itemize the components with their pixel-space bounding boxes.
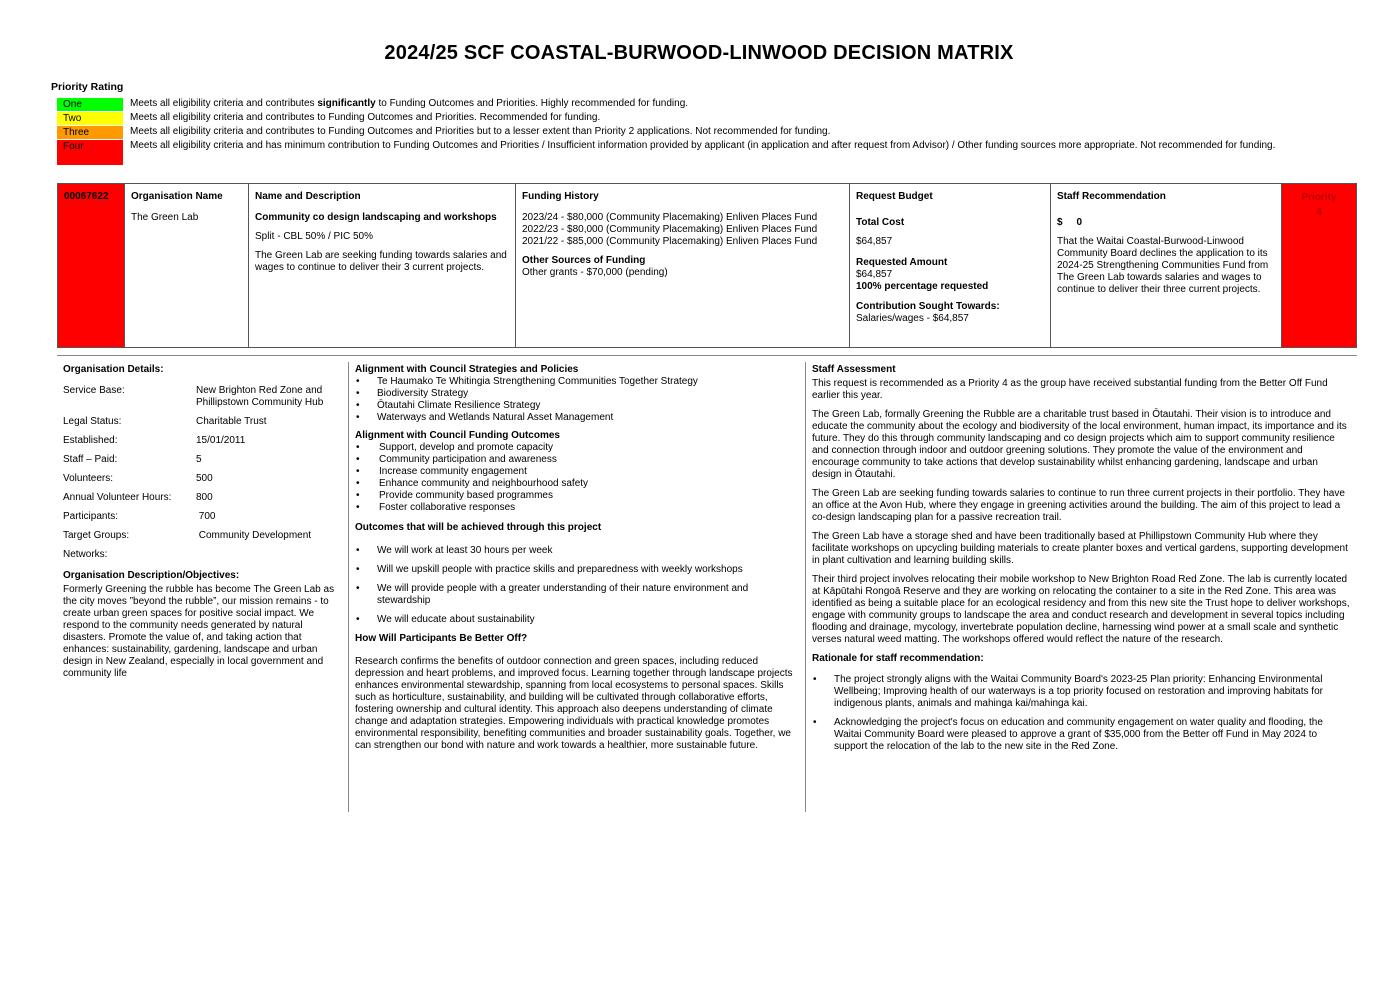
detail-row [63, 549, 342, 561]
rationale-heading: Rationale for staff recommendation: [812, 653, 984, 664]
organisation-details-heading: Organisation Details: [63, 364, 164, 375]
assessment-paragraph: This request is recommended as a Priority 4 as the group have received substantial funding from the Better Off Fund earlier this year. [812, 378, 1328, 401]
better-off-heading: How Will Participants Be Better Off? [355, 633, 528, 644]
detail-row [63, 530, 342, 542]
alignment-column [348, 362, 806, 812]
list-item: • Te Haumako Te Whitingia Strengthening Communities Together Strategy [355, 376, 799, 388]
list-item: • The project strongly aligns with the Waitai Community Board's 2023-25 Plan priority: Enhancing Environmental Wellbeing; Improving health of our waterways is a top priority focused on restoration and improving habitats for indigenous plants, animals and mahinga kai/mahinga kai. [812, 674, 1350, 710]
priority-badge-three: Three [57, 125, 123, 139]
project-outcomes-heading: Outcomes that will be achieved through this project [355, 522, 602, 533]
application-summary-table [57, 183, 1357, 348]
detail-value: New Brighton Red Zone and Phillipstown Community Hub [196, 385, 324, 408]
total-cost-label: Total Cost [856, 217, 905, 228]
assessment-paragraph: The Green Lab, formally Greening the Rubble are a charitable trust based in Ōtautahi. Their vision is to introduce and educate the community about the ecology and biodiversity of the local environment, human impact, its importance and its future. They do this through community landscaping and co design projects which aim to support community resilience and connection through indoor and outdoor greening solutions. They promote the value of the environment and encourage community to take actions that develop sustainability whilst enhancing gardening, landscape and urban design in Ōtautahi. [812, 409, 1347, 480]
detail-row [63, 435, 342, 447]
priority-rating-heading: Priority Rating [51, 81, 124, 93]
project-title: Community co design landscaping and workshops [255, 212, 497, 223]
list-item: • We will educate about sustainability [355, 614, 799, 626]
detail-value: 700 [196, 511, 216, 522]
list-item: • Will we upskill people with practice skills and preparedness with weekly workshops [355, 564, 799, 576]
strategies-list [355, 376, 799, 424]
staff-recommendation-cell [1051, 184, 1282, 347]
detail-row [63, 492, 342, 504]
priority-desc-one [123, 97, 1317, 110]
staff-recommended-amount: $ 0 [1057, 217, 1083, 228]
priority-badge-one: One [57, 97, 123, 111]
name-description-cell [249, 184, 516, 347]
priority-desc-three: Meets all eligibility criteria and contributes to Funding Outcomes and Priorities but to a lesser extent than Priority 2 applications. Not recommended for funding. [130, 126, 831, 137]
priority-value: 4 [1316, 207, 1322, 218]
detail-row [63, 511, 342, 523]
detail-label: Staff – Paid: [63, 454, 118, 465]
funding-history-cell [516, 184, 850, 347]
funding-outcomes-list [355, 442, 799, 514]
funding-outcomes-heading: Alignment with Council Funding Outcomes [355, 430, 560, 441]
detail-label: Volunteers: [63, 473, 114, 484]
priority-desc-text: to Funding Outcomes and Priorities. Highly recommended for funding. [375, 98, 689, 109]
detail-row [63, 385, 342, 409]
detail-value [196, 549, 342, 561]
detail-label: Service Base: [63, 385, 125, 396]
detail-label: Networks: [63, 549, 108, 560]
staff-assessment-column [806, 362, 1356, 762]
funding-history-item: 2021/22 - $85,000 (Community Placemaking) Enliven Places Fund [522, 236, 818, 247]
assessment-paragraph: The Green Lab are seeking funding towards salaries to continue to run three current projects in their portfolio. They have an office at the Avon Hub, where they engage in greening activities around the building. The aim of this project to lead a co-design landscaping plan for a passive recreation trail. [812, 488, 1345, 523]
project-description: The Green Lab are seeking funding towards salaries and wages to continue to deliver their 3 current projects. [255, 250, 507, 273]
list-item: • Ōtautahi Climate Resilience Strategy [355, 400, 799, 412]
priority-desc-two: Meets all eligibility criteria and contributes to Funding Outcomes and Priorities. Recommended for funding. [130, 112, 601, 123]
detail-value: 800 [196, 492, 213, 503]
name-description-header: Name and Description [255, 191, 361, 202]
rationale-list [812, 674, 1350, 753]
priority-desc-emphasis: significantly [317, 98, 376, 109]
organisation-details-column [57, 362, 348, 682]
list-item: • Provide community based programmes [355, 490, 799, 502]
detail-label: Participants: [63, 511, 119, 522]
other-sources-header: Other Sources of Funding [522, 255, 646, 266]
detail-value: Charitable Trust [196, 416, 267, 427]
funding-history-item: 2022/23 - $80,000 (Community Placemaking) Enliven Places Fund [522, 224, 818, 235]
priority-row-three [57, 125, 1317, 139]
organisation-description-heading: Organisation Description/Objectives: [63, 570, 240, 581]
detail-label: Annual Volunteer Hours: [63, 492, 172, 503]
section-divider [57, 355, 1357, 356]
staff-recommendation-header: Staff Recommendation [1057, 191, 1166, 202]
list-item: • Community participation and awareness [355, 454, 799, 466]
page-title: 2024/25 SCF COASTAL-BURWOOD-LINWOOD DECISION MATRIX [384, 42, 1014, 64]
funding-history-header: Funding History [522, 191, 599, 202]
priority-desc-text: Meets all eligibility criteria and contributes [130, 98, 318, 109]
organisation-description: Formerly Greening the rubble has become The Green Lab as the city moves ”beyond the rubble”, our mission remains - to create urban green spaces for positive social impact. We respond to the community needs generated by natural disasters. Promote the value of, and taking action that enhances: sustainability, gardening, landscape and urban design in New Zealand, especially in local government and community life [63, 584, 335, 679]
priority-row-two [57, 111, 1317, 125]
detail-value: 15/01/2011 [196, 435, 246, 446]
list-item: • Increase community engagement [355, 466, 799, 478]
total-cost-value: $64,857 [856, 236, 893, 247]
other-sources: Other grants - $70,000 (pending) [522, 267, 668, 278]
percentage-requested: 100% percentage requested [856, 281, 989, 292]
priority-row-one [57, 97, 1317, 111]
requested-amount-value: $64,857 [856, 269, 893, 280]
organisation-name-header: Organisation Name [131, 191, 223, 202]
request-budget-header: Request Budget [856, 191, 933, 202]
list-item: • We will work at least 30 hours per week [355, 545, 799, 557]
requested-amount-label: Requested Amount [856, 257, 948, 268]
request-budget-cell [850, 184, 1051, 347]
priority-desc-four: Meets all eligibility criteria and has minimum contribution to Funding Outcomes and Priorities / Insufficient information provided by applicant (in application and after request from Advisor) / Other funding sources more appropriate. Not recommended for funding. [130, 140, 1276, 151]
contribution-value: Salaries/wages - $64,857 [856, 313, 969, 324]
detail-label: Established: [63, 435, 118, 446]
list-item: • We will provide people with a greater understanding of their nature environment and stewardship [355, 583, 799, 607]
list-item: • Waterways and Wetlands Natural Asset Management [355, 412, 799, 424]
detail-row [63, 473, 342, 485]
priority-row-four [57, 139, 1317, 165]
better-off-text: Research confirms the benefits of outdoor connection and green spaces, including reduced depression and heart problems, and improved focus. Learning together through landscape projects enhances environmental stewardship, spanning from local ecosystems to personal spaces. Skills such as horticulture, sustainability, and building will be cultivated through collaborative efforts, fostering ownership and cultural identity. This approach also deepens understanding of climate change and adaptation strategies. Empowering individuals with practical knowledge promotes environmental responsibility, benefiting communities and broader sustainability goals. Together, we can strengthen our bond with nature and work towards a healthier, more sustainable future. [355, 656, 793, 751]
organisation-name: The Green Lab [131, 212, 199, 223]
detail-label: Legal Status: [63, 416, 122, 427]
contribution-label: Contribution Sought Towards: [856, 301, 1000, 312]
staff-recommendation-text: That the Waitai Coastal-Burwood-Linwood Community Board declines the application to its 2024-25 Strengthening Communities Fund from The Green Lab towards salaries and wages to continue to deliver their three current projects. [1057, 236, 1269, 295]
list-item: • Biodiversity Strategy [355, 388, 799, 400]
application-id: 00067622 [58, 184, 125, 347]
priority-label: Priority [1301, 192, 1337, 203]
list-item: • Support, develop and promote capacity [355, 442, 799, 454]
priority-badge-four: Four [57, 139, 123, 165]
strategies-heading: Alignment with Council Strategies and Policies [355, 364, 579, 375]
project-outcomes-list [355, 545, 799, 626]
detail-value: 5 [196, 454, 202, 465]
detail-value: Community Development [196, 530, 312, 541]
priority-rating-legend [57, 97, 1317, 165]
detail-label: Target Groups: [63, 530, 130, 541]
detail-value: 500 [196, 473, 213, 484]
funding-history-item: 2023/24 - $80,000 (Community Placemaking) Enliven Places Fund [522, 212, 818, 223]
organisation-cell [125, 184, 249, 347]
detail-row [63, 416, 342, 428]
list-item: • Acknowledging the project's focus on education and community engagement on water quality and flooding, the Waitai Community Board were pleased to approve a grant of $35,000 from the Better off Fund in May 2024 to support the relocation of the lab to the new site in the Red Zone. [812, 717, 1350, 753]
detail-row [63, 454, 342, 466]
priority-cell [1282, 184, 1356, 347]
staff-assessment-heading: Staff Assessment [812, 364, 896, 375]
list-item: • Enhance community and neighbourhood safety [355, 478, 799, 490]
assessment-paragraph: Their third project involves relocating their mobile workshop to New Brighton Road Red Zone. The lab is currently located at Kāpūtahi Rongoā Reserve and they are working on relocating the container to a site in the Red Zone. This area was identified as being a suitable place for an ecological residency and from this new site the Trust hope to deliver workshops, engage with community groups to landscape the area and conduct research and development in several topics including flooding and drainage, mycology, invertebrate population decline, harnessing wind power at a small scale and synthetic verses natural weed matting. The workshops offered would reflect the nature of the research. [812, 574, 1350, 645]
assessment-paragraph: The Green Lab have a storage shed and have been traditionally based at Phillipstown Community Hub where they facilitate workshops on upcycling building materials to create planter boxes and vertical gardens, supporting development in plant cultivation and learning building skills. [812, 531, 1348, 566]
list-item: • Foster collaborative responses [355, 502, 799, 514]
priority-badge-two: Two [57, 111, 123, 125]
funding-split: Split - CBL 50% / PIC 50% [255, 231, 374, 242]
